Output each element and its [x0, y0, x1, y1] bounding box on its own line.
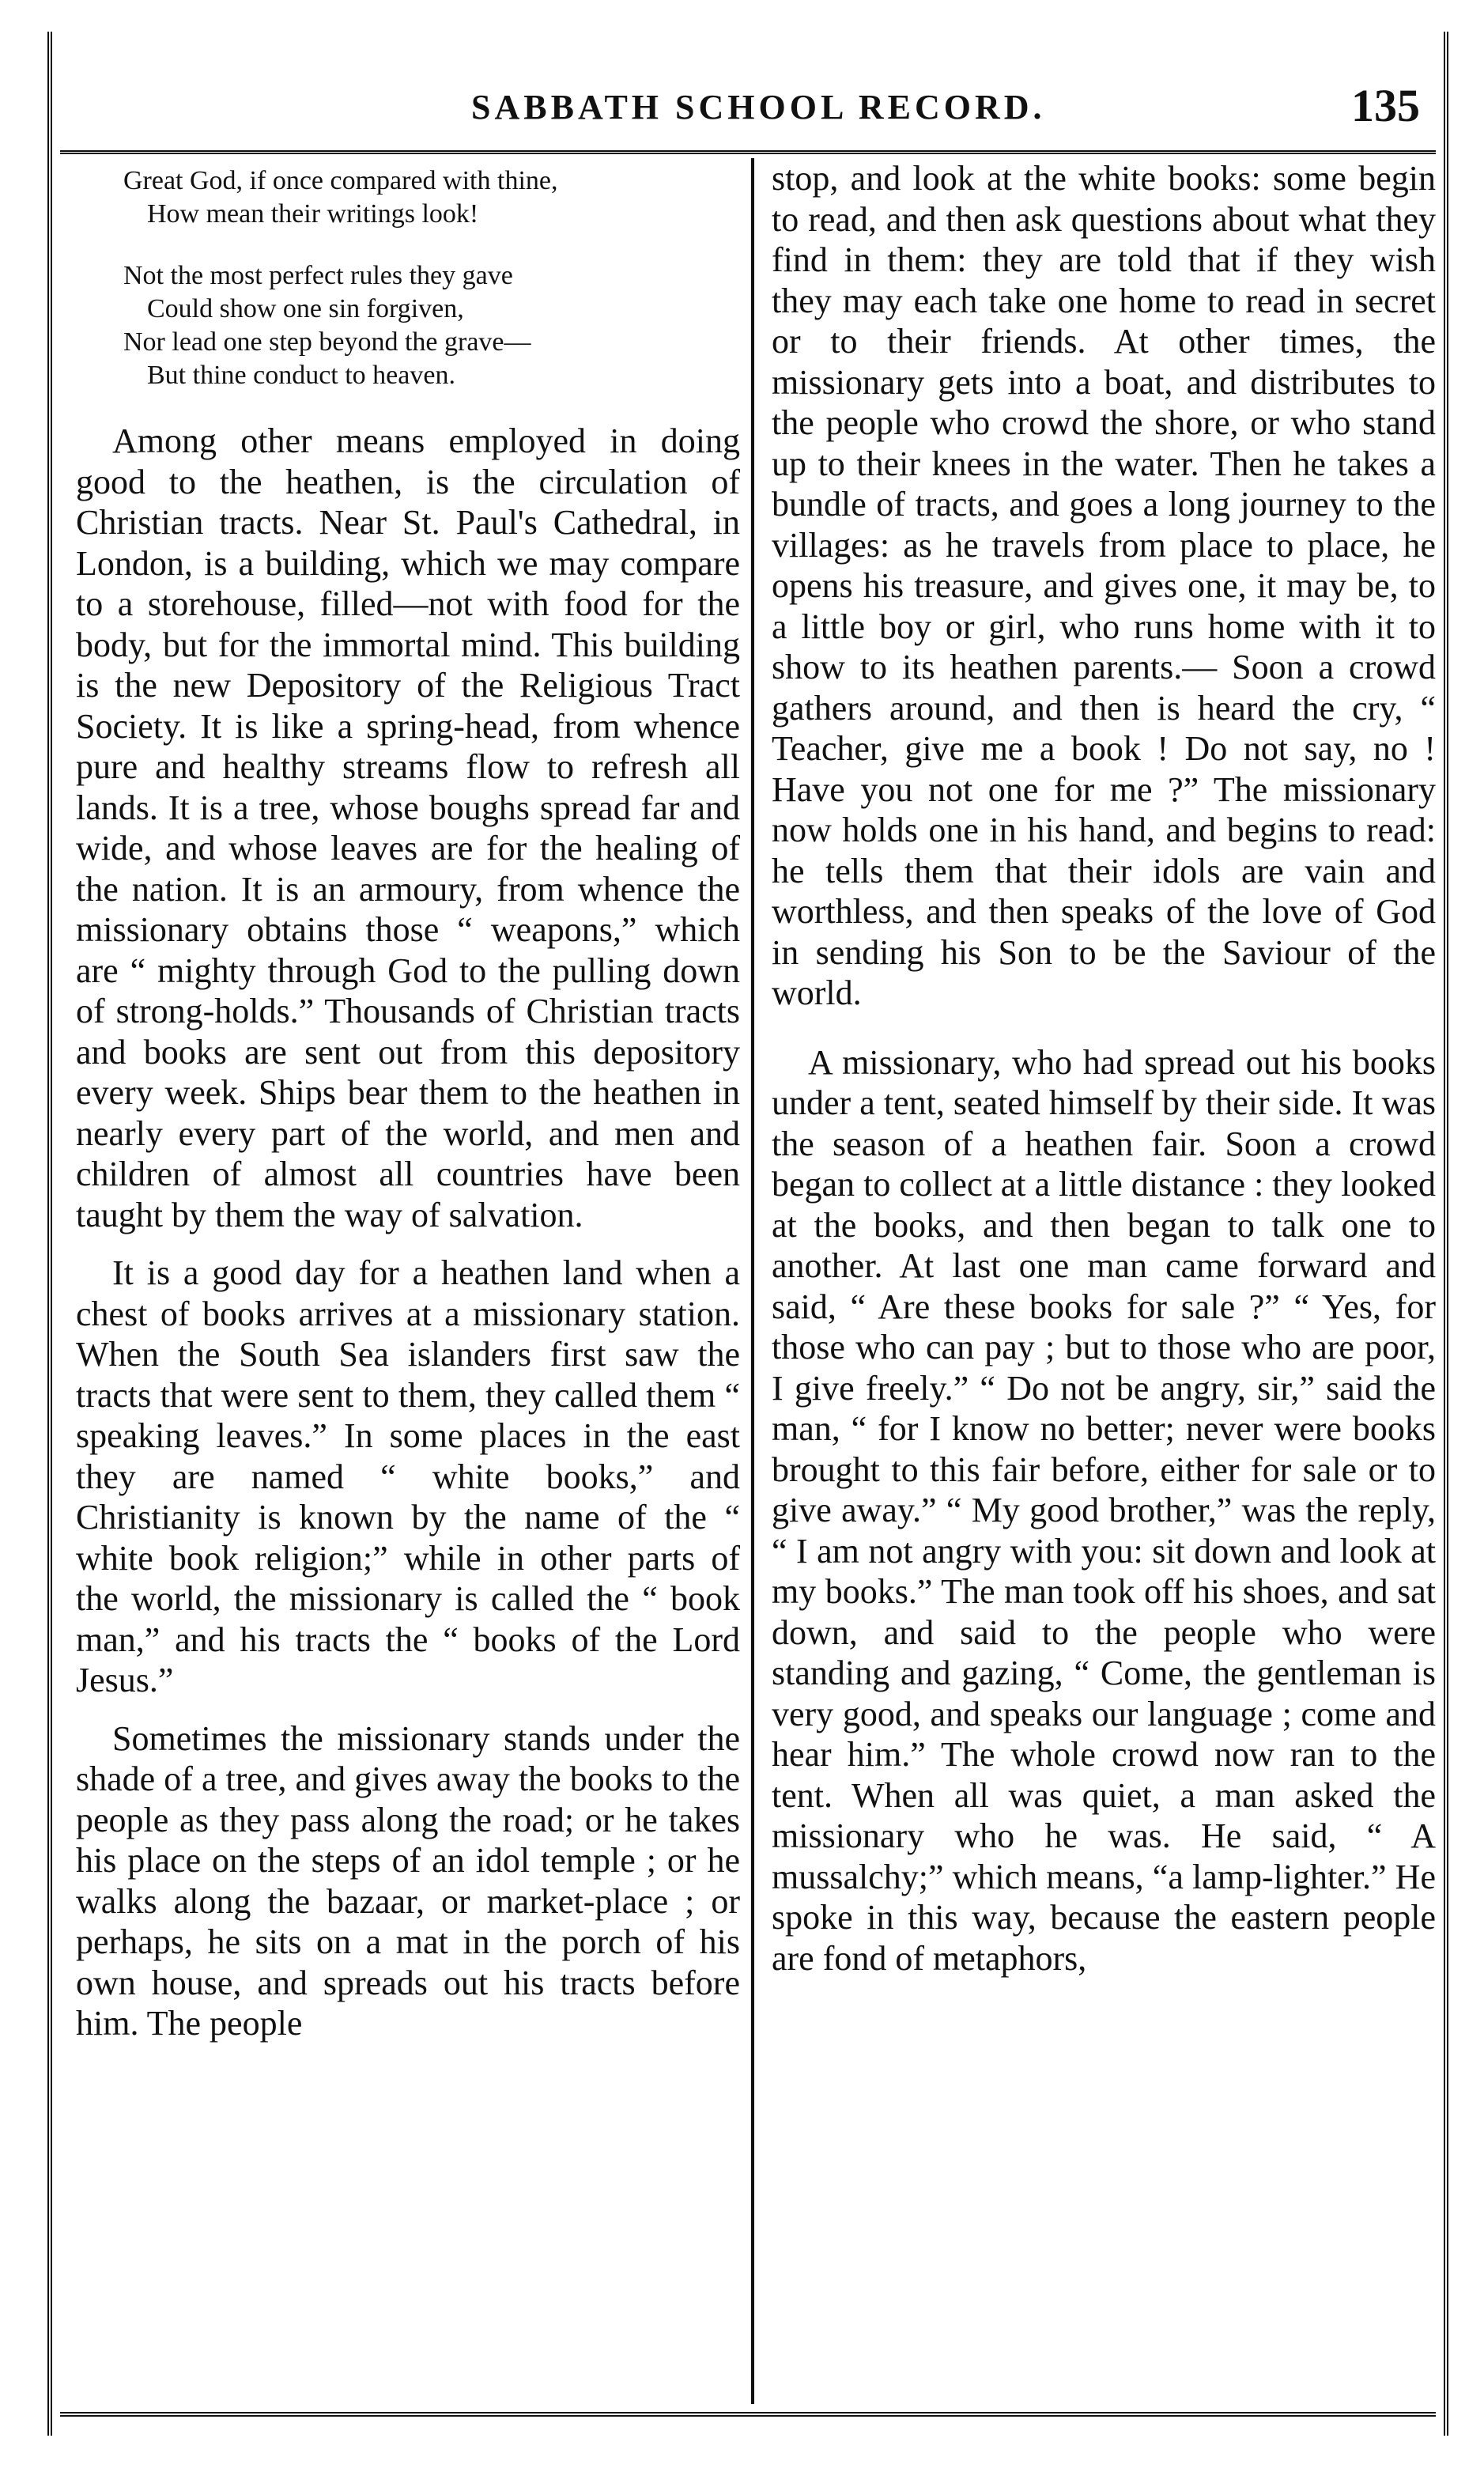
page-header — [60, 32, 1436, 154]
poem-line: But thine conduct to heaven. — [147, 361, 455, 390]
column-rule — [751, 158, 754, 2404]
right-column — [772, 158, 1436, 2404]
poem-stanza — [123, 259, 740, 392]
poem-line: Not the most perfect rules they gave — [123, 261, 513, 290]
poem-line: Great God, if once compared with thine, — [123, 166, 558, 195]
poem-line: Nor lead one step beyond the grave— — [123, 327, 531, 357]
bottom-rule — [60, 2412, 1436, 2417]
left-column — [76, 158, 740, 2404]
page-number: 135 — [1351, 80, 1420, 131]
poem-line: How mean their writings look! — [147, 199, 479, 229]
paragraph-chest-of-books: It is a good day for a heathen land when a chest of books arrives at a missionary station. When the South Sea islanders first saw the tracts that were sent to them, they called them “ speaking leaves.” In some places in the east they are named “ white books,” and Christianity is known by the name of the “ white book religion;” while in other parts of the world, the missionary is called the “ book man,” and his tracts the “ books of the Lord Jesus.” — [76, 1253, 740, 1699]
paragraph-continued: stop, and look at the white books: some begin to read, and then ask questions about what they find in them: they are told that if they wish they may each take one home to read in secret or to their friends. At other times, the missionary gets into a boat, and distributes to the people who crowd the shore, or who stand up to their knees in the water. Then he takes a bundle of tracts, and goes a long journey to the villages: as he travels from place to place, he opens his treasure, and gives one, it may be, to a little boy or girl, who runs home with it to show to its heathen parents.— Soon a crowd gathers around, and then is heard the cry, “ Teacher, give me a book ! Do not say, no ! Have you not one for me ?” The missionary now holds one in his hand, and begins to read: he tells them that their idols are vain and worthless, and then speaks of the love of God in sending his Son to be the Saviour of the world. — [772, 159, 1436, 1012]
poem-stanza — [123, 164, 740, 231]
page — [47, 32, 1448, 2436]
paragraph-tract-society: Among other means employed in doing good to the heathen, is the circulation of Christian tracts. Near St. Paul's Cathedral, in London, is a building, which we may compare to a storehouse, filled—not with food for the body, but for the immortal mind. This building is the new Depository of the Religious Tract Society. It is like a spring-head, from whence pure and healthy streams flow to refresh all lands. It is a tree, whose boughs spread far and wide, and whose leaves are for the healing of the nation. It is an armoury, from whence the missionary obtains those “ weapons,” which are “ mighty through God to the pulling down of strong-holds.” Thousands of Christian tracts and books are sent out from this depository every week. Ships bear them to the heathen in nearly every part of the world, and men and children of almost all countries have been taught by them the way of salvation. — [76, 421, 740, 1234]
poem — [123, 164, 740, 392]
running-head: SABBATH SCHOOL RECORD. — [471, 88, 1046, 127]
paragraph-missionary-stands: Sometimes the missionary stands under the shade of a tree, and gives away the books to the people as they pass along the road; or he takes his place on the steps of an idol temple ; or he walks along the bazaar, or market-place ; or perhaps, he sits on a mat in the porch of his own house, and spreads out his tracts before him. The people — [76, 1718, 740, 2043]
poem-line: Could show one sin forgiven, — [147, 294, 464, 323]
paragraph-missionary-tent: A missionary, who had spread out his books under a tent, seated himself by their side. It was the season of a heathen fair. Soon a crowd began to collect at a little distance : they looked at the books, and then began to talk one to another. At last one man came forward and said, “ Are these books for sale ?” “ Yes, for those who can pay ; but to those who are poor, I give freely.” “ Do not be angry, sir,” said the man, “ for I know no better; never were books brought to this fair before, either for sale or to give away.” “ My good brother,” was the reply, “ I am not angry with you: sit down and look at my books.” The man took off his shoes, and sat down, and said to the people who were standing and gazing, “ Come, the gentleman is very good, and speaks our language ; come and hear him.” The whole crowd now ran to the tent. When all was quiet, a man asked the missionary who he was. He said, “ A mussalchy;” which means, “a lamp-lighter.” He spoke in this way, because the eastern people are fond of metaphors, — [772, 1042, 1436, 1978]
